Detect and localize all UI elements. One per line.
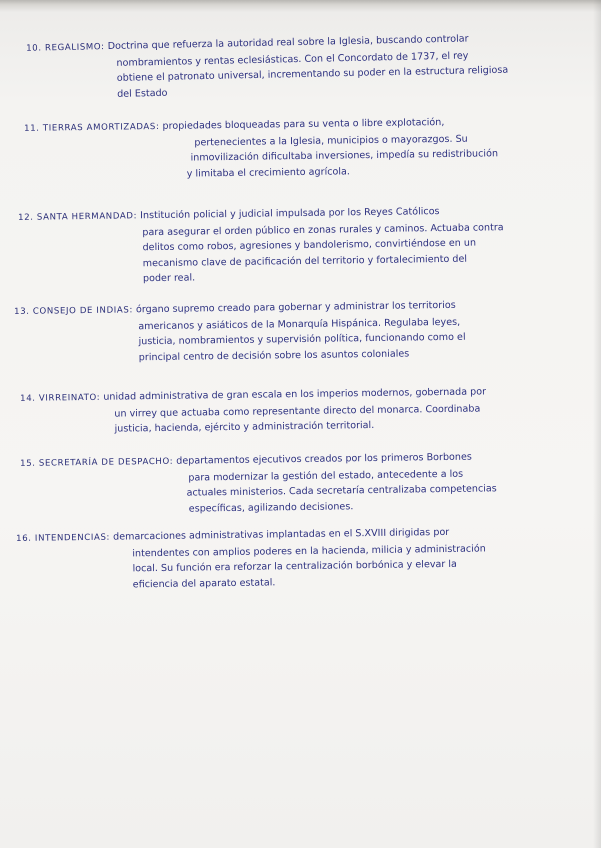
entry-term: 14. VIRREINATO: <box>20 392 101 404</box>
entry-line: americanos y asiáticos de la Monarquía Hispánica. Regulaba leyes, <box>138 316 461 332</box>
entry-consejo-de-indias <box>14 296 593 367</box>
entry-term: 15. SECRETARÍA DE DESPACHO: <box>20 456 174 469</box>
entry-line: inmovilización dificultaba inversiones, impedía su redistribución <box>190 148 499 164</box>
entry-line: local. Su función era reforzar la centralización borbónica y elevar la <box>132 558 457 575</box>
entry-line: Institución policial y judicial impulsada por los Reyes Católicos <box>140 206 440 222</box>
entry-line: obtiene el patronato universal, incrementando su poder en la estructura religiosa <box>116 64 509 84</box>
entry-line: demarcaciones administrativas implantadas en el S.XVIII dirigidas por <box>113 526 450 543</box>
entry-line: un virrey que actuaba como representante directo del monarca. Coordinaba <box>114 402 481 420</box>
entry-line: y limitaba el crecimiento agrícola. <box>186 165 350 180</box>
entry-term: 16. INTENDENCIAS: <box>16 532 111 544</box>
entry-line: específicas, agilizando decisiones. <box>188 500 354 515</box>
page-top-shadow <box>0 0 601 12</box>
entry-line: para modernizar la gestión del estado, antecedente a los <box>188 468 464 484</box>
entry-line: Doctrina que refuerza la autoridad real sobre la Iglesia, buscando controlar <box>107 33 469 53</box>
entry-line: actuales ministerios. Cada secretaría centralizaba competencias <box>186 483 497 499</box>
entry-line: órgano supremo creado para gobernar y administrar los territorios <box>135 299 456 316</box>
entry-line: pertenecientes a la Iglesia, municipios o mayorazgos. Su <box>194 133 468 148</box>
entry-line: justicia, hacienda, ejército y administración territorial. <box>114 419 375 435</box>
entry-line: unidad administrativa de gran escala en los imperios modernos, gobernada por <box>103 386 487 403</box>
entry-line: delitos como robos, agresiones y bandolerismo, convirtiéndose en un <box>142 237 477 254</box>
entry-term: 13. CONSEJO DE INDIAS: <box>14 305 134 317</box>
entry-term: 11. TIERRAS AMORTIZADAS: <box>24 121 160 134</box>
entry-term: 10. REGALISMO: <box>26 42 105 54</box>
entry-line: intendentes con amplios poderes en la hacienda, milicia y administración <box>132 542 486 559</box>
entry-line: principal centro de decisión sobre los asuntos coloniales <box>138 347 410 363</box>
entry-intendencias <box>14 523 593 594</box>
entry-line: eficiencia del aparato estatal. <box>132 576 276 590</box>
entry-line: poder real. <box>142 272 196 285</box>
entry-virreinato <box>14 383 593 439</box>
entry-line: nombramientos y rentas eclesiásticas. Con el Concordato de 1737, el rey <box>116 49 469 69</box>
entry-tierras-amortizadas <box>14 113 593 184</box>
entry-line: del Estado <box>117 87 168 100</box>
entry-line: para asegurar el orden público en zonas rurales y caminos. Actuaba contra <box>142 221 504 238</box>
entry-secretaria-de-despacho <box>14 448 593 519</box>
page-edge-shadow <box>593 0 601 848</box>
entry-term: 12. SANTA HERMANDAD: <box>18 211 138 223</box>
entry-line: propiedades bloqueadas para su venta o libre explotación, <box>162 116 445 132</box>
entry-line: justicia, nombramientos y supervisión política, funcionando como el <box>138 331 466 348</box>
entry-regalismo <box>14 29 593 104</box>
entry-santa-hermandad <box>14 202 593 289</box>
entry-line: mecanismo clave de pacificación del territorio y fortalecimiento del <box>142 253 468 269</box>
entry-line: departamentos ejecutivos creados por los primeros Borbones <box>176 451 472 467</box>
